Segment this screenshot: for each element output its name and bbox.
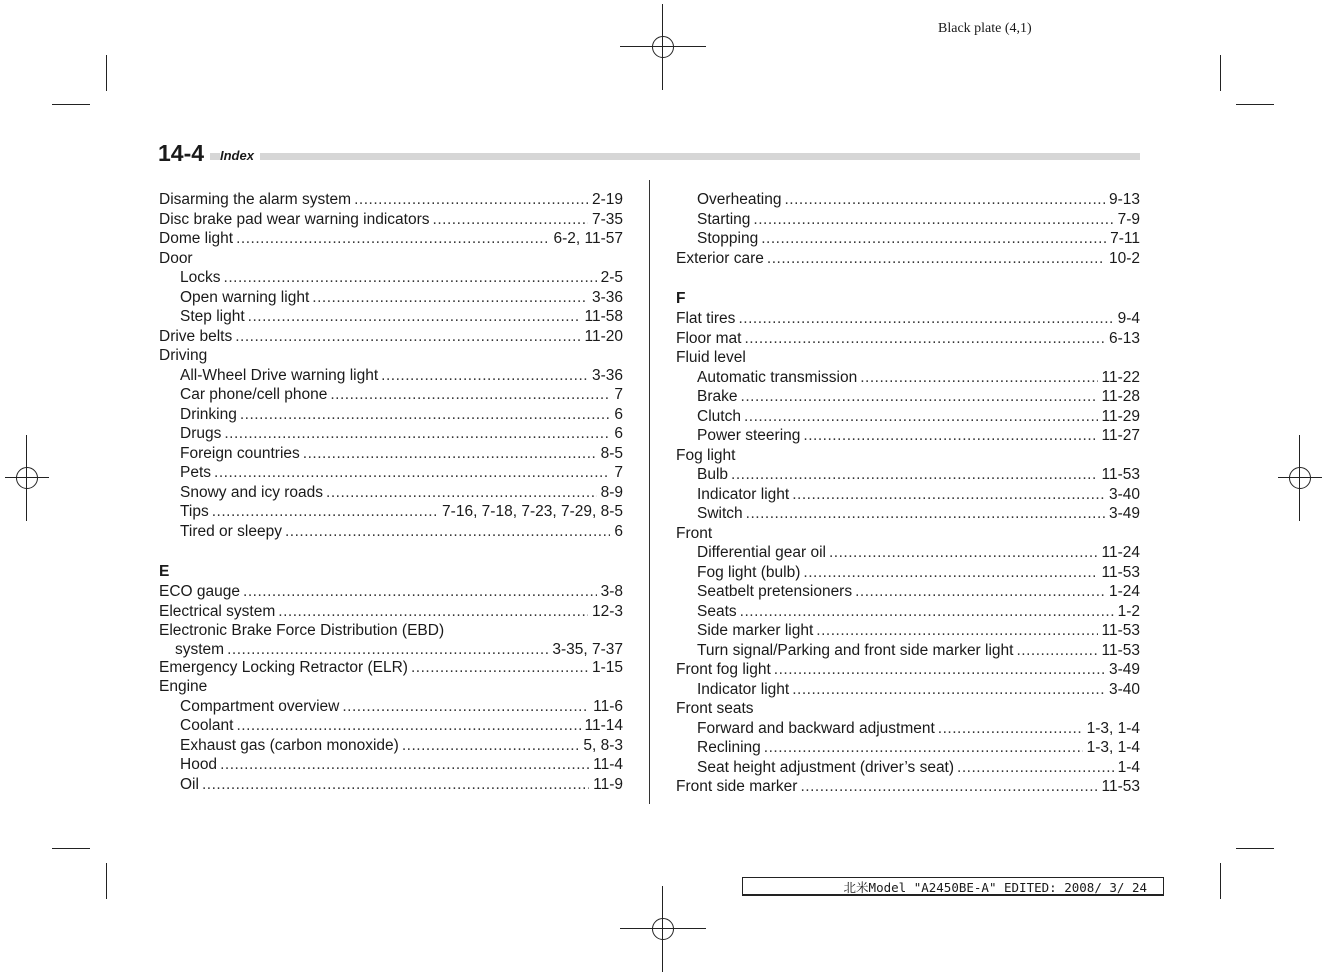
- index-entry: [159, 366, 623, 386]
- entry-term: Car phone/cell phone: [180, 386, 328, 403]
- index-entry: [676, 563, 1140, 583]
- index-heading: [676, 348, 1140, 368]
- entry-pages: 7-11: [1110, 230, 1140, 247]
- entry-pages: 6: [614, 522, 623, 540]
- entry-pages: 11-53: [1101, 466, 1140, 483]
- entry-pages: 12-3: [591, 602, 623, 620]
- dot-leader: [411, 658, 588, 678]
- index-entry: [676, 777, 1140, 797]
- dot-leader: [381, 366, 588, 386]
- entry-term: Brake: [697, 388, 738, 405]
- crop-mark: [1220, 55, 1221, 91]
- entry-pages: 11-53: [1101, 622, 1140, 639]
- index-entry: [159, 229, 623, 249]
- index-entry: [159, 327, 623, 347]
- entry-term: Locks: [180, 269, 221, 286]
- entry-pages: 3-40: [1108, 485, 1140, 503]
- index-entry: [676, 309, 1140, 329]
- entry-pages: 7: [614, 386, 623, 403]
- entry-term: Fog light (bulb): [697, 563, 801, 581]
- entry-pages: 9-13: [1108, 191, 1140, 208]
- dot-leader: [236, 229, 549, 249]
- dot-leader: [235, 327, 580, 347]
- index-entry: [676, 249, 1140, 269]
- entry-pages: 1-15: [591, 658, 623, 676]
- entry-term: Door: [159, 249, 193, 267]
- entry-term: Seatbelt pretensioners: [697, 583, 853, 600]
- entry-pages: 3-35, 7-37: [552, 640, 623, 658]
- entry-term: Stopping: [697, 230, 759, 247]
- dot-leader: [744, 329, 1105, 349]
- index-heading: [676, 524, 1140, 544]
- crop-mark: [106, 863, 107, 899]
- entry-term: Drugs: [180, 425, 222, 442]
- entry-pages: 11-53: [1101, 778, 1140, 795]
- entry-term: Indicator light: [697, 485, 790, 503]
- dot-leader: [342, 697, 589, 717]
- index-entry: [159, 424, 623, 444]
- entry-pages: 3-36: [591, 288, 623, 306]
- entry-term: Hood: [180, 756, 218, 773]
- dot-leader: [803, 426, 1097, 446]
- entry-term: Compartment overview: [180, 697, 340, 715]
- registration-mark-bottom: [620, 886, 706, 972]
- dot-leader: [740, 602, 1114, 622]
- edit-stamp: 北米Model "A2450BE-A" EDITED: 2008/ 3/ 24: [742, 877, 1164, 896]
- entry-pages: 1-4: [1117, 758, 1140, 776]
- index-entry: [676, 229, 1140, 249]
- index-entry: [159, 697, 623, 717]
- entry-term: system: [175, 640, 225, 658]
- entry-pages: 11-28: [1101, 388, 1140, 405]
- entry-term: Front fog light: [676, 661, 771, 678]
- entry-term: Clutch: [697, 407, 741, 425]
- index-entry: [676, 387, 1140, 407]
- dot-leader: [731, 465, 1097, 485]
- dot-leader: [774, 660, 1105, 680]
- entry-pages: 1-24: [1108, 583, 1140, 600]
- index-entry: [159, 641, 623, 658]
- dot-leader: [860, 368, 1097, 388]
- entry-pages: 3-40: [1108, 680, 1140, 698]
- entry-term: Oil: [180, 775, 199, 793]
- dot-leader: [224, 268, 597, 288]
- registration-mark-top: [620, 4, 706, 90]
- entry-term: Fog light: [676, 446, 736, 464]
- dot-leader: [800, 777, 1097, 797]
- column-divider: [649, 180, 650, 804]
- entry-term: Reclining: [697, 739, 761, 756]
- plate-label: Black plate (4,1): [938, 21, 1032, 36]
- index-entry: [159, 582, 623, 602]
- entry-term: Floor mat: [676, 329, 742, 347]
- index-entry: [159, 444, 623, 464]
- dot-leader: [784, 190, 1105, 210]
- index-heading: [159, 249, 623, 269]
- entry-pages: 11-14: [584, 717, 623, 734]
- index-entry: [159, 463, 623, 483]
- crop-mark: [52, 848, 90, 849]
- entry-term: Open warning light: [180, 288, 310, 306]
- entry-pages: 6: [614, 405, 623, 423]
- entry-term: Drive belts: [159, 327, 233, 345]
- dot-leader: [764, 738, 1083, 758]
- index-entry: [159, 502, 623, 522]
- entry-term: Flat tires: [676, 310, 736, 327]
- entry-term: Driving: [159, 347, 208, 364]
- entry-term: Emergency Locking Retractor (ELR): [159, 658, 408, 676]
- entry-term: Front: [676, 524, 713, 542]
- dot-leader: [330, 385, 610, 405]
- registration-mark-right: [1278, 435, 1322, 521]
- dot-leader: [227, 641, 548, 658]
- entry-pages: 11-53: [1101, 563, 1140, 581]
- dot-leader: [326, 483, 597, 503]
- entry-pages: 11-9: [593, 775, 623, 793]
- entry-term: Front side marker: [676, 778, 798, 795]
- index-letter-heading: F: [676, 290, 686, 307]
- index-entry: [159, 190, 623, 210]
- page-number: 14-4: [158, 140, 210, 166]
- entry-pages: 3-8: [600, 583, 623, 600]
- entry-term: Forward and backward adjustment: [697, 719, 935, 737]
- dot-leader: [224, 424, 610, 444]
- dot-leader: [829, 543, 1098, 563]
- entry-pages: 1-2: [1117, 602, 1140, 620]
- entry-pages: 11-58: [584, 308, 623, 325]
- index-entry: [676, 407, 1140, 427]
- entry-term: Switch: [697, 505, 743, 522]
- index-entry: [676, 602, 1140, 622]
- entry-term: Step light: [180, 308, 245, 325]
- entry-pages: 8-5: [600, 444, 623, 462]
- entry-term: Differential gear oil: [697, 544, 826, 561]
- entry-term: Starting: [697, 210, 751, 228]
- entry-pages: 11-4: [593, 756, 623, 773]
- index-entry: [676, 190, 1140, 210]
- dot-leader: [746, 504, 1105, 524]
- entry-pages: 8-9: [600, 483, 623, 501]
- index-letter-heading: E: [159, 563, 170, 580]
- dot-leader: [1016, 641, 1097, 661]
- index-entry: [676, 582, 1140, 602]
- dot-leader: [303, 444, 597, 464]
- crop-mark: [1220, 863, 1221, 899]
- dot-leader: [744, 407, 1098, 427]
- index-entry: [159, 405, 623, 425]
- entry-pages: 7-16, 7-18, 7-23, 7-29, 8-5: [442, 503, 623, 520]
- index-heading: [159, 346, 623, 366]
- entry-term: Power steering: [697, 427, 801, 444]
- crop-mark: [1236, 104, 1274, 105]
- entry-pages: 10-2: [1108, 249, 1140, 267]
- entry-pages: 1-3, 1-4: [1086, 739, 1140, 756]
- dot-leader: [792, 485, 1105, 505]
- entry-pages: 6-2, 11-57: [553, 230, 623, 247]
- index-entry: [676, 660, 1140, 680]
- entry-pages: 5, 8-3: [583, 736, 623, 754]
- entry-pages: 6-13: [1108, 329, 1140, 347]
- index-column-right: [676, 190, 1140, 797]
- entry-term: Tired or sleepy: [180, 522, 282, 540]
- header-rule: [160, 153, 1140, 160]
- entry-term: Side marker light: [697, 622, 814, 639]
- entry-term: ECO gauge: [159, 583, 240, 600]
- crop-mark: [106, 55, 107, 91]
- index-entry: [159, 268, 623, 288]
- dot-leader: [220, 755, 589, 775]
- entry-pages: 3-49: [1108, 661, 1140, 678]
- index-entry: [676, 641, 1140, 661]
- index-entry: [676, 210, 1140, 230]
- index-entry: [676, 504, 1140, 524]
- dot-leader: [433, 210, 588, 230]
- entry-pages: 7-35: [591, 210, 623, 228]
- entry-term: Automatic transmission: [697, 368, 858, 386]
- entry-pages: 3-36: [591, 366, 623, 384]
- dot-leader: [243, 582, 597, 602]
- entry-pages: 11-22: [1101, 368, 1140, 386]
- dot-leader: [202, 775, 589, 795]
- index-entry: [159, 602, 623, 622]
- entry-term: Snowy and icy roads: [180, 483, 324, 501]
- dot-leader: [761, 229, 1106, 249]
- index-heading: [159, 677, 623, 697]
- index-entry: [159, 775, 623, 795]
- index-entry: [676, 680, 1140, 700]
- dot-leader: [248, 307, 581, 327]
- entry-pages: 11-20: [584, 327, 623, 345]
- dot-leader: [855, 582, 1105, 602]
- entry-term: Disc brake pad wear warning indicators: [159, 210, 430, 228]
- index-column-left: [159, 190, 623, 794]
- entry-term: Drinking: [180, 405, 237, 423]
- entry-term: Exhaust gas (carbon monoxide): [180, 736, 399, 754]
- entry-term: Seats: [697, 602, 737, 620]
- dot-leader: [816, 621, 1097, 641]
- dot-leader: [240, 405, 611, 425]
- dot-leader: [938, 719, 1083, 739]
- dot-leader: [312, 288, 588, 308]
- entry-term: Overheating: [697, 191, 782, 208]
- entry-pages: 11-53: [1101, 641, 1140, 659]
- index-entry: [676, 543, 1140, 563]
- index-entry: [676, 426, 1140, 446]
- index-entry: [676, 329, 1140, 349]
- entry-pages: 11-27: [1101, 427, 1140, 444]
- index-entry: [159, 288, 623, 308]
- dot-leader: [753, 210, 1113, 230]
- dot-leader: [236, 716, 580, 736]
- index-entry: [159, 307, 623, 327]
- index-heading: [676, 446, 1140, 466]
- entry-term: Turn signal/Parking and front side marker light: [697, 641, 1014, 659]
- dot-leader: [354, 190, 588, 210]
- entry-pages: 11-24: [1101, 544, 1140, 561]
- entry-pages: 3-49: [1108, 505, 1140, 522]
- crop-mark: [1236, 848, 1274, 849]
- index-heading: [159, 621, 623, 641]
- index-entry: [159, 385, 623, 405]
- dot-leader: [803, 563, 1097, 583]
- dot-leader: [957, 758, 1114, 778]
- entry-term: Coolant: [180, 717, 234, 734]
- entry-term: Front seats: [676, 700, 754, 717]
- index-entry: [676, 465, 1140, 485]
- entry-pages: 9-4: [1117, 310, 1140, 327]
- entry-pages: 6: [614, 425, 623, 442]
- entry-term: Disarming the alarm system: [159, 191, 352, 208]
- entry-term: Tips: [180, 503, 209, 520]
- dot-leader: [285, 522, 610, 542]
- dot-leader: [212, 502, 438, 522]
- index-entry: [676, 621, 1140, 641]
- registration-mark-left: [5, 435, 49, 521]
- dot-leader: [741, 387, 1098, 407]
- entry-term: Seat height adjustment (driver’s seat): [697, 758, 955, 776]
- index-entry: [676, 719, 1140, 739]
- index-entry: [676, 758, 1140, 778]
- entry-term: Foreign countries: [180, 444, 300, 462]
- index-entry: [159, 658, 623, 678]
- entry-term: Bulb: [697, 466, 729, 483]
- entry-term: Indicator light: [697, 680, 790, 698]
- section-title: Index: [220, 148, 260, 164]
- entry-pages: 1-3, 1-4: [1086, 719, 1140, 737]
- entry-pages: 11-29: [1101, 407, 1140, 425]
- crop-mark: [52, 104, 90, 105]
- index-entry: [676, 738, 1140, 758]
- entry-pages: 11-6: [593, 697, 623, 715]
- entry-term: Exterior care: [676, 249, 764, 267]
- entry-term: Dome light: [159, 230, 234, 247]
- index-entry: [159, 522, 623, 542]
- index-entry: [676, 368, 1140, 388]
- index-heading: [676, 699, 1140, 719]
- dot-leader: [792, 680, 1105, 700]
- dot-leader: [738, 309, 1113, 329]
- entry-term: Engine: [159, 678, 208, 695]
- entry-pages: 2-5: [600, 269, 623, 286]
- dot-leader: [214, 463, 610, 483]
- dot-leader: [767, 249, 1105, 269]
- entry-pages: 7-9: [1117, 210, 1140, 228]
- dot-leader: [402, 736, 580, 756]
- entry-pages: 7: [614, 464, 623, 481]
- index-entry: [159, 755, 623, 775]
- dot-leader: [278, 602, 588, 622]
- index-entry: [159, 716, 623, 736]
- index-entry: [159, 483, 623, 503]
- entry-term: All-Wheel Drive warning light: [180, 366, 379, 384]
- entry-pages: 2-19: [591, 191, 623, 208]
- entry-term: Electrical system: [159, 602, 276, 620]
- index-entry: [159, 210, 623, 230]
- entry-term: Pets: [180, 464, 212, 481]
- entry-term: Electronic Brake Force Distribution (EBD): [159, 622, 445, 639]
- index-entry: [159, 736, 623, 756]
- entry-term: Fluid level: [676, 349, 746, 366]
- index-entry: [676, 485, 1140, 505]
